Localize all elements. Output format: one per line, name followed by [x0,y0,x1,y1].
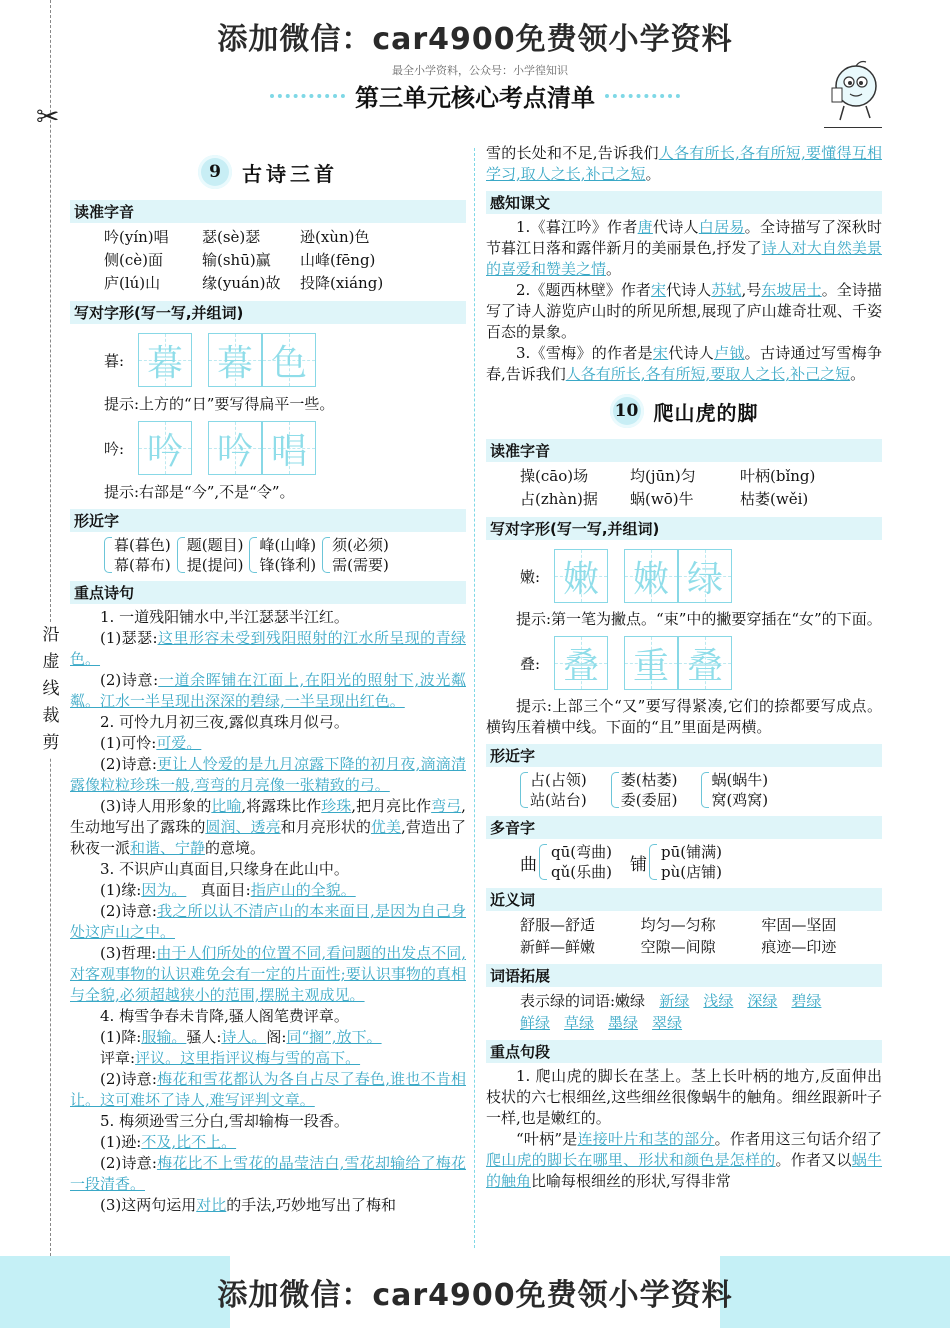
lesson10-header [486,389,882,433]
near-pair: 峰(山峰) 锋(锋利) [249,535,316,575]
practice-box: 吟 [208,421,262,475]
near-pair: 占(占领) 站(站台) [520,770,587,810]
syn-row: 新鲜—鲜嫩 空隙—间隙 痕迹—印迹 [520,938,837,956]
pinyin-item: 山峰(fēng) [300,251,376,269]
section-poly: 多音字 [486,816,882,839]
near-pair: 须(必须) 需(需要) [322,535,389,575]
lesson10-number: 10 [610,394,644,428]
key-analysis: “叶柄”是连接叶片和茎的部分。作者用这三句话介绍了爬山虎的脚长在哪里、形状和颜色是怎样的。作者又以蜗牛的触角比喻每根细丝的形状,写得非常 [486,1130,882,1190]
section-write: 写对字形(写一写,并组词) [70,301,466,324]
pinyin-item: 操(cāo)场 [520,467,589,485]
pinyin-item: 均(jūn)匀 [630,467,696,485]
continued-text: 雪的长处和不足,告诉我们人各有所长,各有所短,要懂得互相学习,取人之长,补己之短。 [486,144,882,183]
practice-box: 暮 [138,333,192,387]
write-label: 暮: [104,351,125,370]
pinyin-row [70,226,466,249]
pinyin-item: 侧(cè)面 [104,251,163,269]
section-read: 读准字音 [70,200,466,223]
section-poems: 重点诗句 [70,581,466,604]
banner-text: 添加微信：car4900免费领小学资料 [217,22,733,57]
near-pair: 萎(枯萎) 委(委屈) [611,770,678,810]
syn-row: 舒服—舒适 均匀—匀称 牢固—坚固 [520,916,837,934]
practice-box: 唱 [262,421,316,475]
write-row [486,543,882,609]
green-words: 表示绿的词语:嫩绿 新绿 浅绿 深绿 碧绿 鲜绿 草绿 墨绿 翠绿 [520,992,822,1032]
banner-strip-right [720,1256,950,1328]
mascot-underline [824,127,882,128]
pinyin-item: 瑟(sè)瑟 [202,228,261,246]
write-hint: 提示:上部三个“又”要写得紧凑,它们的捺都要写成点。横钩压着横中线。下面的“且”里面是两横。 [486,697,882,736]
pinyin-item: 缘(yuán)故 [202,274,281,292]
section-expand: 词语拓展 [486,964,882,987]
know-text: 1.《暮江吟》作者唐代诗人白居易。全诗描写了深秋时节暮江日落和露伴新月的美丽景色,抒发了诗人对大自然美景的喜爱和赞美之情。 2.《题西林壁》作者宋代诗人苏轼,号东坡居士。全诗描写了诗人游览庐山时的所见所想,展现了庐山雄奇壮观、千姿百态的景象。 3.《雪梅》的作者是宋代诗人卢钺。古诗通过写雪梅争春,告诉我们人各有所长,各有所短,要取人之长,补己之短。 [486,218,882,383]
banner-strip-left [0,1256,230,1328]
pinyin-row [486,465,882,488]
section-near: 形近字 [70,509,466,532]
pinyin-item: 占(zhàn)据 [520,490,598,508]
write-hint: 提示:第一笔为撇点。“束”中的撇要穿插在“女”的下面。 [516,610,882,628]
near-pair: 蜗(蜗牛) 窝(鸡窝) [701,770,768,810]
practice-box: 暮 [208,333,262,387]
lesson9-number: 9 [198,155,232,189]
poly-item: 铺 pū(铺满) pù(店铺) [629,843,722,881]
section-read: 读准字音 [486,439,882,462]
pinyin-row [486,488,882,511]
practice-box: 色 [262,333,316,387]
pinyin-item: 枯萎(wěi) [740,490,809,508]
write-label: 嫩: [520,567,541,586]
section-know: 感知课文 [486,191,882,214]
pinyin-item: 逊(xùn)色 [300,228,370,246]
section-key: 重点句段 [486,1040,882,1063]
practice-box: 嫩 [554,549,608,603]
pinyin-row [70,272,466,295]
scissors-icon: ✂ [36,100,60,133]
left-column [70,150,466,1216]
pinyin-item: 投降(xiáng) [300,274,384,292]
write-row [486,630,882,696]
bottom-banner [0,1256,950,1328]
practice-box: 嫩 [624,549,678,603]
section-write: 写对字形(写一写,并组词) [486,517,882,540]
near-pair: 题(题目) 提(提问) [177,535,244,575]
near-chars [70,535,466,575]
column-divider [474,148,475,1248]
title-dots-left [270,94,345,98]
mascot-icon [826,60,882,128]
pinyin-row [70,249,466,272]
pinyin-item: 叶柄(bǐng) [740,467,816,485]
page-title: 第三单元核心考点清单 [355,84,595,112]
title-dots-right [605,94,680,98]
key-passage: 1. 爬山虎的脚长在茎上。茎上长叶柄的地方,反面伸出枝状的六七根细丝,这些细丝很像蜗牛的触角。细丝跟新叶子一样,也是嫩红的。 [486,1067,882,1127]
write-row [70,327,466,393]
practice-box: 叠 [554,636,608,690]
section-near: 形近字 [486,744,882,767]
near-chars [486,770,882,810]
practice-box: 绿 [678,549,732,603]
write-row [70,415,466,481]
practice-box: 重 [624,636,678,690]
header-subtitle: 最全小学资料，公众号：小学徨知识 [392,64,568,77]
lesson9-header [70,150,466,194]
pinyin-item: 庐(lú)山 [104,274,161,292]
pinyin-item: 吟(yín)唱 [104,228,169,246]
lesson9-title: 古诗三首 [242,161,338,186]
pinyin-item: 蜗(wō)牛 [630,490,694,508]
poly-item: 曲 qū(弯曲) qǔ(乐曲) [520,843,612,881]
practice-box: 叠 [678,636,732,690]
section-syn: 近义词 [486,888,882,911]
cut-label: 沿虚线裁剪 [40,622,62,757]
pinyin-item: 输(shū)赢 [202,251,271,269]
page-title-block [270,78,680,113]
write-hint: 提示:上方的“日”要写得扁平一些。 [104,395,335,413]
lesson10-title: 爬山虎的脚 [653,400,759,425]
write-label: 叠: [520,654,541,673]
write-hint: 提示:右部是“今”,不是“令”。 [104,483,295,501]
poly-row [486,842,882,882]
right-column [486,143,882,1192]
practice-box: 吟 [138,421,192,475]
near-pair: 暮(暮色) 幕(幕布) [104,535,171,575]
poem-notes: 1. 一道残阳铺水中,半江瑟瑟半江红。 (1)瑟瑟:这里形容未受到残阳照射的江水所呈现的青绿色。 (2)诗意:一道余晖铺在江面上,在阳光的照射下,波光粼粼。江水一半呈现出深深的碧绿,一半呈现出红色。 2. 可怜九月初三夜,露似真珠月似弓。 (1)可怜:可爱。 (2)诗意:更让人怜爱的是九月凉露下降的初月夜,滴滴清露像粒粒珍珠一般,弯弯的月亮像一张精致的弓。 (3)诗人用形象的比喻,将露珠比作珍珠,把月亮比作弯弓,生动地写出了露珠的圆润、透亮和月亮形状的优美,营造出了秋夜一派和谐、宁静的意境。 3. 不识庐山真面目,只缘身在此山中。 (1)缘:因为。 真面目:指庐山的全貌。 (2)诗意:我之所以认不清庐山的本来面目,是因为自己身处这庐山之中。 (3)哲理:由于人们所处的位置不同,看问题的出发点不同,对客观事物的认识难免会有一定的片面性;要认识事物的真相与全貌,必须超越狭小的范围,摆脱主观成见。 4. 梅雪争春未肯降,骚人阁笔费评章。 (1)降:服输。骚人:诗人。阁:同“搁”,放下。 评章:评议。这里指评议梅与雪的高下。 (2)诗意:梅花和雪花都认为各自占尽了春色,谁也不肯相让。这可难坏了诗人,难写评判文章。 5. 梅须逊雪三分白,雪却输梅一段香。 (1)逊:不及,比不上。 (2)诗意:梅花比不上雪花的晶莹洁白,雪花却输给了梅花一段清香。 (3)这两句运用对比的手法,巧妙地写出了梅和 [70,608,466,1214]
write-label: 吟: [104,439,125,458]
banner-text: 添加微信：car4900免费领小学资料 [217,1278,733,1313]
